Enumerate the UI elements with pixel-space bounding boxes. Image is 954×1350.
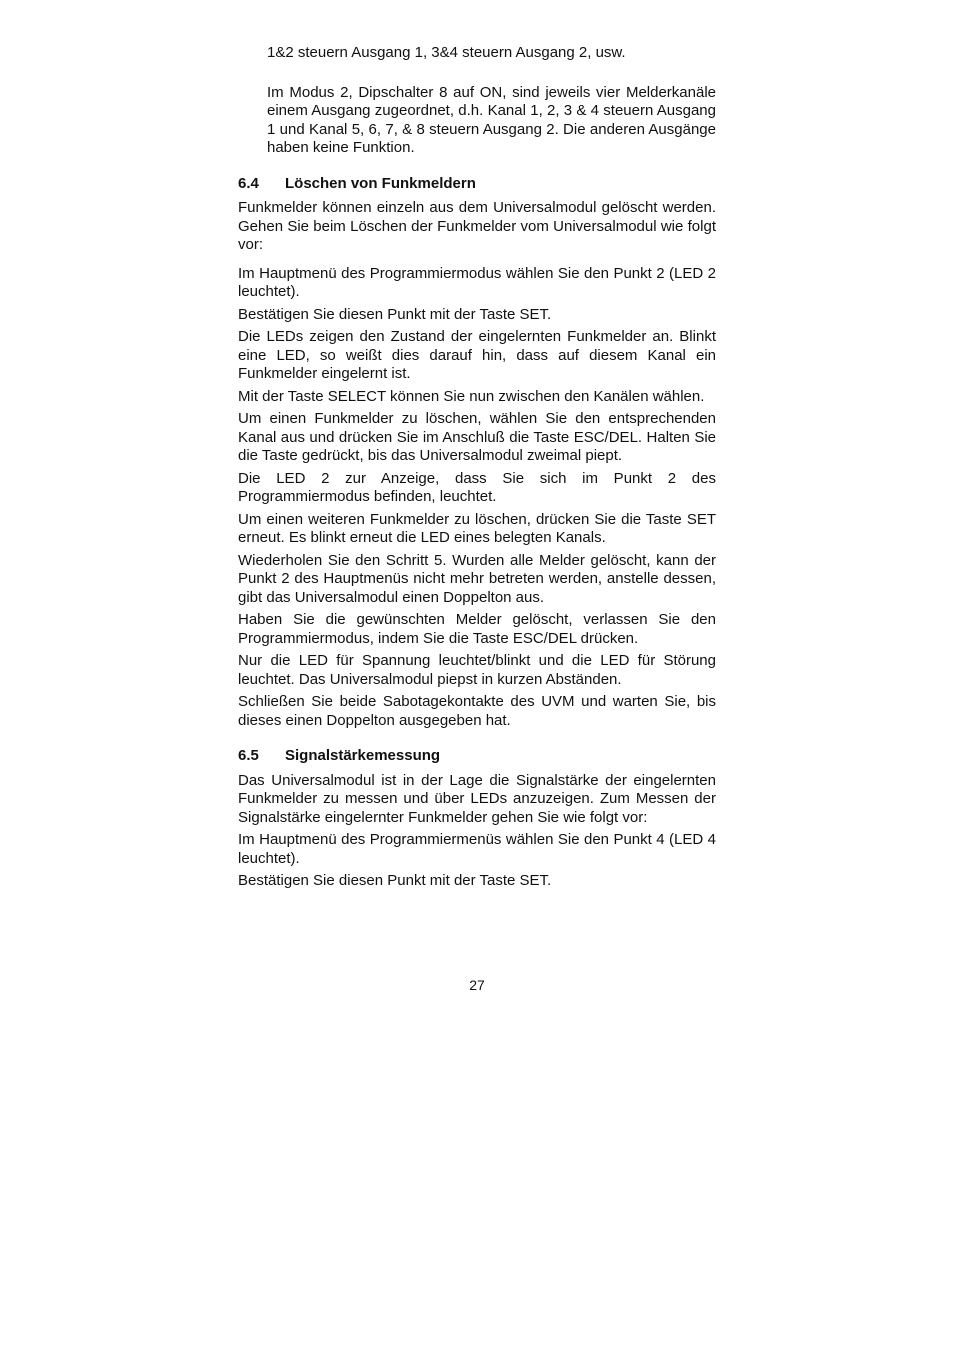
- body-paragraph: Mit der Taste SELECT können Sie nun zwischen den Kanälen wählen.: [238, 387, 705, 405]
- section-title: Signalstärkemessung: [285, 747, 441, 764]
- body-paragraph: Im Hauptmenü des Programmiermenüs wählen Sie den Punkt 4 (LED 4 leuchtet).: [238, 831, 716, 867]
- body-paragraph: Die LED 2 zur Anzeige, dass Sie sich im Punkt 2 des Programmiermodus befinden, leuchtet.: [238, 469, 716, 505]
- body-paragraph: 1&2 steuern Ausgang 1, 3&4 steuern Ausgang 2, usw.: [267, 44, 626, 61]
- body-paragraph: Wiederholen Sie den Schritt 5. Wurden alle Melder gelöscht, kann der Punkt 2 des Hauptmenüs nicht mehr betreten werden, anstelle dessen, gibt das Universalmodul einen Doppelton aus.: [238, 551, 716, 606]
- body-paragraph: Bestätigen Sie diesen Punkt mit der Taste SET.: [238, 872, 552, 889]
- body-paragraph: Das Universalmodul ist in der Lage die Signalstärke der eingelernten Funkmelder zu messen und über LEDs anzuzeigen. Zum Messen der Signalstärke eingelernter Funkmelder gehen Sie wie folgt vor:: [238, 771, 716, 826]
- section-heading-6-5: [238, 747, 716, 766]
- section-number: 6.4: [238, 174, 259, 192]
- section-heading-6-4: [238, 175, 716, 194]
- page-number: 27: [469, 977, 485, 993]
- body-paragraph: Im Modus 2, Dipschalter 8 auf ON, sind jeweils vier Melderkanäle einem Ausgang zugeordnet, d.h. Kanal 1, 2, 3 & 4 steuern Ausgang 1 und Kanal 5, 6, 7, & 8 steuern Ausgang 2. Die anderen Ausgänge haben keine Funktion.: [267, 83, 716, 156]
- body-paragraph: Funkmelder können einzeln aus dem Universalmodul gelöscht werden. Gehen Sie beim Löschen der Funkmelder vom Universalmodul wie folgt vor:: [238, 199, 716, 253]
- body-paragraph: Haben Sie die gewünschten Melder gelöscht, verlassen Sie den Programmiermodus, indem Sie die Taste ESC/DEL drücken.: [238, 611, 716, 647]
- body-paragraph: Schließen Sie beide Sabotagekontakte des UVM und warten Sie, bis dieses einen Doppelton ausgegeben hat.: [238, 693, 716, 729]
- section-number: 6.5: [238, 747, 259, 764]
- body-paragraph: Um einen weiteren Funkmelder zu löschen, drücken Sie die Taste SET erneut. Es blinkt erneut die LED eines belegten Kanals.: [238, 510, 716, 546]
- body-paragraph: Die LEDs zeigen den Zustand der eingelernten Funkmelder an. Blinkt eine LED, so weißt dies darauf hin, dass auf diesem Kanal ein Funkmelder eingelernt ist.: [238, 328, 716, 382]
- body-paragraph: Bestätigen Sie diesen Punkt mit der Taste SET.: [238, 305, 552, 323]
- body-paragraph: Nur die LED für Spannung leuchtet/blinkt und die LED für Störung leuchtet. Das Universalmodul piepst in kurzen Abständen.: [238, 652, 716, 688]
- body-paragraph: Im Hauptmenü des Programmiermodus wählen Sie den Punkt 2 (LED 2 leuchtet).: [238, 264, 716, 300]
- section-title: Löschen von Funkmeldern: [285, 174, 476, 192]
- body-paragraph: Um einen Funkmelder zu löschen, wählen Sie den entsprechenden Kanal aus und drücken Sie im Anschluß die Taste ESC/DEL. Halten Sie die Taste gedrückt, bis das Universalmodul zweimal piept.: [238, 410, 716, 464]
- document-body: [238, 44, 716, 891]
